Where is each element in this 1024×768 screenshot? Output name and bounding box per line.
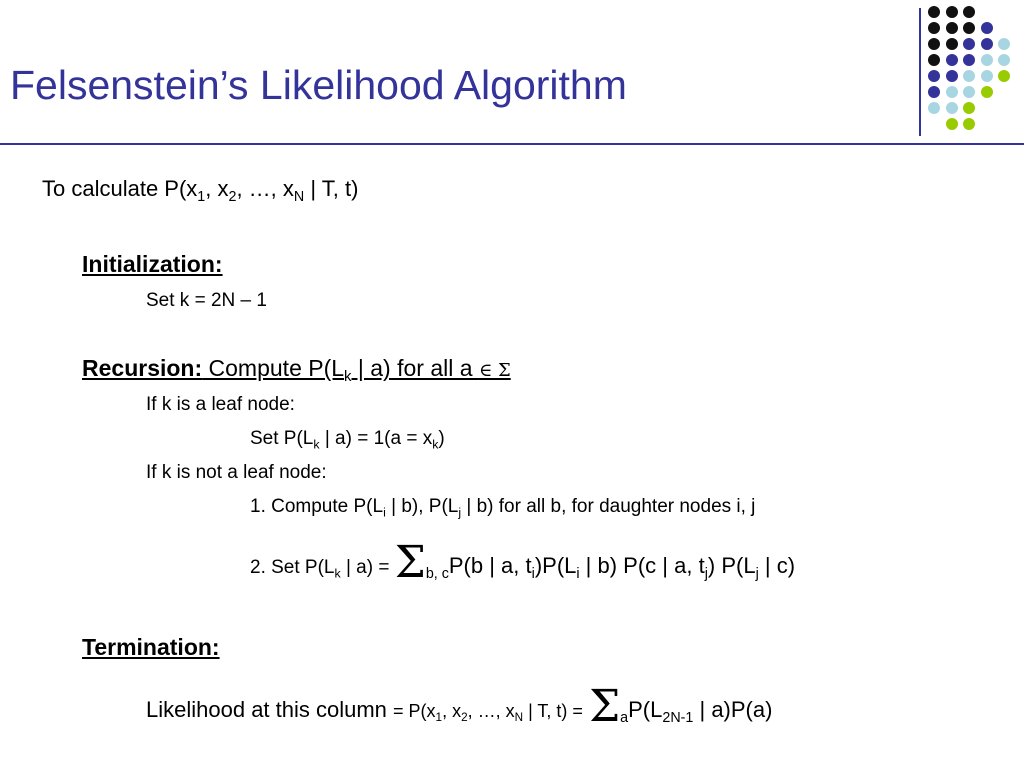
leaf-step	[250, 428, 445, 450]
decorative-dot	[981, 70, 993, 82]
decorative-dot	[963, 22, 975, 34]
text: )	[438, 428, 445, 449]
text: , …, x	[236, 176, 294, 201]
text: 2. Set P(L	[250, 557, 335, 578]
subscript: 2	[461, 711, 468, 725]
subscript: N	[514, 711, 524, 725]
text: Likelihood at this column	[146, 697, 394, 722]
text: , …, x	[467, 701, 515, 721]
vertical-divider	[919, 8, 921, 136]
decorative-dot	[946, 102, 958, 114]
subscript: k	[432, 437, 439, 452]
text: | a) for all a	[351, 355, 479, 381]
decorative-dot	[998, 70, 1010, 82]
decorative-dot	[928, 38, 940, 50]
sigma-symbol: Σ	[589, 681, 621, 732]
subscript: i	[383, 505, 386, 520]
subscript: a	[620, 710, 629, 726]
nonleaf-step-2	[250, 537, 796, 588]
text: | a)P(a)	[693, 697, 773, 722]
subscript: j	[458, 505, 462, 520]
decorative-dot	[963, 86, 975, 98]
text: P(b | a, t	[448, 553, 532, 578]
decorative-dot	[946, 86, 958, 98]
termination-heading: Termination:	[82, 634, 220, 660]
subscript: k	[313, 437, 320, 452]
subscript: i	[531, 566, 535, 582]
subscript: i	[576, 566, 580, 582]
text: Compute P(L	[202, 355, 345, 381]
subscript: k	[344, 368, 352, 386]
text: = P(x	[393, 701, 436, 721]
subscript: 2	[228, 189, 237, 205]
text: )P(L	[534, 553, 577, 578]
text: ) P(L	[707, 553, 756, 578]
decorative-dot	[928, 70, 940, 82]
decorative-dot	[963, 6, 975, 18]
text: | a) = 1(a = x	[319, 428, 433, 449]
decorative-dot	[981, 54, 993, 66]
subscript: 2N-1	[662, 710, 694, 726]
decorative-dot	[963, 102, 975, 114]
decorative-dot	[928, 86, 940, 98]
decorative-dot	[928, 102, 940, 114]
text: | b) for all b, for daughter nodes i, j	[461, 496, 756, 517]
subscript: 1	[197, 189, 206, 205]
subscript: j	[755, 566, 759, 582]
text: P(L	[628, 697, 663, 722]
text: , x	[442, 701, 462, 721]
decorative-dot	[928, 6, 940, 18]
decorative-dot	[963, 38, 975, 50]
title-underline	[0, 143, 1024, 145]
initialization-step: Set k = 2N – 1	[146, 290, 267, 311]
decorative-dot	[981, 86, 993, 98]
nonleaf-case: If k is not a leaf node:	[146, 462, 327, 483]
decorative-dot	[946, 6, 958, 18]
decorative-dot	[981, 38, 993, 50]
decorative-dot	[998, 38, 1010, 50]
decorative-dot	[998, 54, 1010, 66]
initialization-heading: Initialization:	[82, 251, 223, 277]
subscript: N	[293, 189, 305, 205]
leaf-case: If k is a leaf node:	[146, 394, 295, 415]
decorative-dot	[946, 38, 958, 50]
decorative-dot	[963, 118, 975, 130]
text: , x	[205, 176, 229, 201]
sigma-symbol: Σ	[394, 537, 426, 588]
text: | T, t)	[304, 176, 359, 201]
decorative-dot	[981, 22, 993, 34]
recursion-line	[82, 355, 511, 386]
text: To calculate P(x	[42, 176, 198, 201]
termination-formula	[146, 681, 773, 732]
slide-title: Felsenstein’s Likelihood Algorithm	[10, 62, 627, 108]
text: | T, t) =	[523, 701, 583, 721]
subscript: b, c	[425, 566, 449, 582]
subscript: k	[334, 566, 341, 581]
text: Set P(L	[250, 428, 314, 449]
nonleaf-step-1	[250, 496, 755, 518]
recursion-heading: Recursion:	[82, 355, 203, 381]
intro-line	[42, 176, 359, 205]
decorative-dot	[946, 54, 958, 66]
decorative-dot	[946, 22, 958, 34]
subscript: 1	[435, 711, 443, 725]
decorative-dot	[946, 118, 958, 130]
symbols: ∈ Σ	[478, 360, 511, 381]
dot-grid-decoration	[928, 6, 1024, 136]
decorative-dot	[946, 70, 958, 82]
text: | b), P(L	[385, 496, 459, 517]
text: | c)	[758, 553, 796, 578]
decorative-dot	[928, 22, 940, 34]
decorative-dot	[963, 54, 975, 66]
text: 1. Compute P(L	[250, 496, 384, 517]
text: | b) P(c | a, t	[579, 553, 705, 578]
subscript: j	[704, 566, 708, 582]
decorative-dot	[963, 70, 975, 82]
decorative-dot	[928, 54, 940, 66]
text: | a) =	[340, 557, 395, 578]
